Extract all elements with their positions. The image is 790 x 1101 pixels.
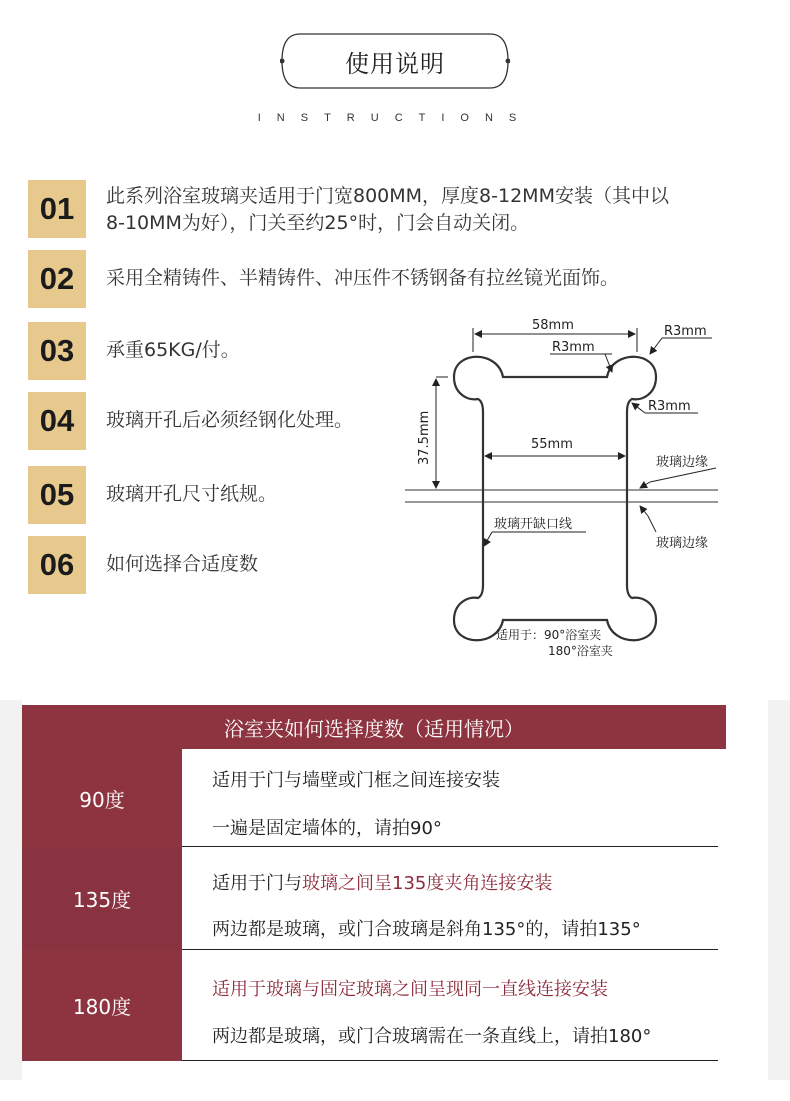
item-number: 01	[28, 180, 86, 238]
row-description	[212, 869, 552, 895]
row-description: 适用于玻璃与固定玻璃之间呈现同一直线连接安装	[212, 979, 608, 1000]
instruction-item-02	[28, 250, 768, 310]
table-row	[182, 950, 718, 1061]
table-side-shade	[0, 700, 22, 1080]
item-text: 采用全精铸件、半精铸件、冲压件不锈钢备有拉丝镜光面饰。	[106, 267, 620, 289]
row-description: 适用于门与墙壁或门框之间连接安装	[212, 770, 500, 791]
dim-top-label: 58mm	[532, 318, 574, 333]
item-text	[106, 183, 669, 237]
row-note: 两边都是玻璃，或门合玻璃是斜角135°的，请拍135°	[212, 919, 641, 940]
page-subtitle: INSTRUCTIONS	[257, 112, 533, 124]
glass-cutout-diagram	[400, 310, 790, 670]
edge-top-label: 玻璃边缘	[656, 455, 709, 470]
item-text: 玻璃开孔后必须经钢化处理。	[106, 409, 354, 431]
applicable-label: 适用于：90°浴室夹	[496, 628, 602, 642]
table-row-degree: 90度	[22, 749, 182, 847]
row-note: 两边都是玻璃，或门合玻璃需在一条直线上，请拍180°	[212, 1026, 652, 1047]
item-number: 04	[28, 392, 86, 450]
item-number: 03	[28, 322, 86, 380]
radius-right-top-label: R3mm	[664, 324, 707, 339]
table-side-shade	[768, 700, 790, 1080]
table-title: 浴室夹如何选择度数（适用情况）	[224, 716, 524, 741]
edge-bottom-label: 玻璃边缘	[656, 536, 709, 551]
instruction-item-01	[28, 180, 768, 240]
table-row	[182, 847, 718, 950]
item-text-line: 8-10MM为好），门关至约25°时，门会自动关闭。	[106, 212, 530, 234]
page-title: 使用说明	[345, 50, 445, 78]
applicable-label-2: 180°浴室夹	[548, 644, 613, 658]
item-number: 05	[28, 466, 86, 524]
table-row-degree: 135度	[22, 847, 182, 950]
row-description-highlight: 玻璃之间呈135度夹角连接安装	[302, 873, 553, 894]
item-text: 如何选择合适度数	[106, 553, 259, 575]
item-number: 06	[28, 536, 86, 594]
row-description-part: 适用于门与	[212, 873, 302, 894]
table-row	[182, 749, 718, 847]
table-row-degree: 180度	[22, 950, 182, 1061]
notch-line-label: 玻璃开缺口线	[494, 517, 573, 532]
item-number: 02	[28, 250, 86, 308]
dim-height-label: 37.5mm	[417, 410, 432, 465]
page-header	[0, 0, 790, 140]
dim-mid-label: 55mm	[531, 437, 573, 452]
item-text-line: 此系列浴室玻璃夹适用于门宽800MM，厚度8-12MM安装（其中以	[106, 185, 669, 207]
item-text: 玻璃开孔尺寸纸规。	[106, 483, 278, 505]
row-note: 一遍是固定墙体的，请拍90°	[212, 818, 442, 839]
radius-top-label: R3mm	[552, 340, 595, 355]
cutout-outline	[454, 357, 656, 641]
radius-right-mid-label: R3mm	[648, 399, 691, 414]
item-text: 承重65KG/付。	[106, 339, 240, 361]
